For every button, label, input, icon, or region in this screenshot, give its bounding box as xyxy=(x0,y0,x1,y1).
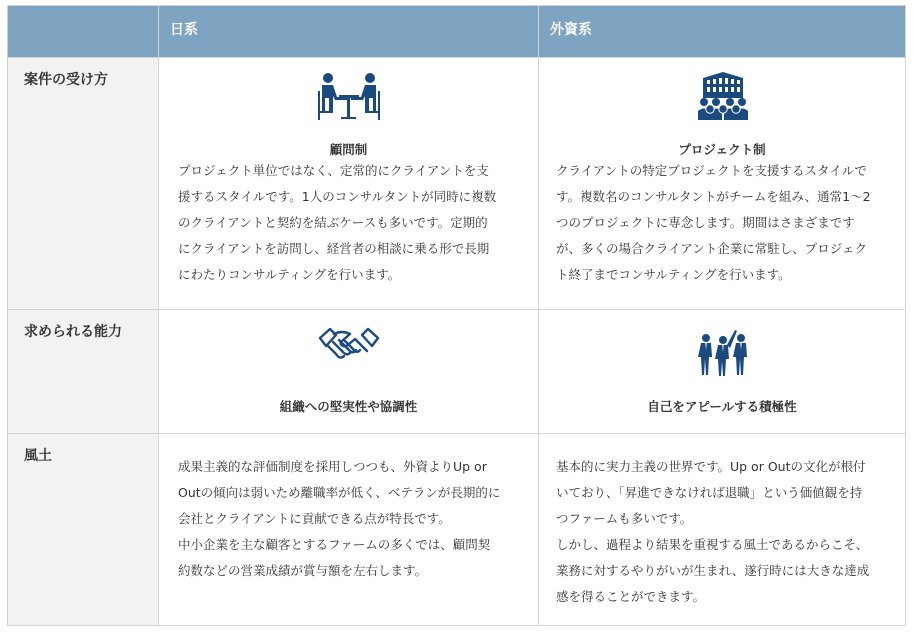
row-label: 求められる能力 xyxy=(24,324,122,340)
text-line: 成果主義的な評価制度を採用しつつも、外資よりUp or xyxy=(178,459,487,474)
row-label: 風土 xyxy=(24,448,52,464)
text-line: いており、「昇進できなければ退職」という価値観を持 xyxy=(556,485,863,500)
text-line: 基本的に実力主義の世界です。Up or Outの文化が根付 xyxy=(556,459,866,474)
text-line: 約数などの営業成績が賞与額を左右します。 xyxy=(178,563,428,578)
cell-case-japanese xyxy=(159,58,538,309)
header-empty-cell xyxy=(8,6,158,57)
header-japanese-label: 日系 xyxy=(170,22,198,38)
text-line: 援するスタイルです。1人のコンサルタントが同時に複数 xyxy=(178,189,497,204)
text-line: が、多くの場合クライアント企業に常駐し、プロジェク xyxy=(556,241,868,256)
team-building-icon xyxy=(697,72,749,120)
cell-text xyxy=(556,158,871,288)
text-line: つファームも多いです。 xyxy=(556,511,693,526)
cell-culture-japanese xyxy=(159,434,538,625)
text-line: しかし、過程より結果を重視する風土であるからこそ、 xyxy=(556,537,869,552)
row-header-culture xyxy=(8,433,158,625)
text-line: つのプロジェクトに専念します。期間はさまざまです xyxy=(556,215,855,230)
cell-skills-foreign xyxy=(539,310,905,433)
text-line: す。複数名のコンサルタントがチームを組み、通常1〜2 xyxy=(556,189,871,204)
header-japanese xyxy=(158,6,538,57)
cell-title: 自己をアピールする積極性 xyxy=(647,399,797,414)
text-line: のクライアントと契約を結ぶケースも多いです。定期的 xyxy=(178,215,488,230)
text-line: クライアントの特定プロジェクトを支援するスタイルで xyxy=(556,163,867,178)
cell-title: プロジェクト制 xyxy=(678,142,766,157)
cell-culture-foreign xyxy=(539,434,905,625)
text-line: 感を得ることができます。 xyxy=(556,589,706,604)
cell-title: 組織への堅実性や協調性 xyxy=(279,399,418,414)
handshake-icon xyxy=(318,326,380,366)
cell-title: 顧問制 xyxy=(329,142,368,157)
header-foreign-label: 外資系 xyxy=(550,22,592,38)
text-line: 業務に対するやりがいが生まれ、遂行時には大きな達成 xyxy=(556,563,870,578)
text-line: 会社とクライアントに貢献できる点が特長です。 xyxy=(178,511,451,526)
row-label: 案件の受け方 xyxy=(24,72,108,88)
cell-text xyxy=(178,454,500,584)
cell-case-foreign xyxy=(539,58,905,309)
meeting-icon xyxy=(317,71,381,121)
header-foreign xyxy=(538,6,905,57)
cell-skills-japanese xyxy=(159,310,538,433)
text-line: ト終了までコンサルティングを行います。 xyxy=(556,267,791,282)
text-line: にクライアントを訪問し、経営者の相談に乗る形で長期 xyxy=(178,241,490,256)
raised-hand-business-people-icon xyxy=(698,330,750,376)
text-line: Outの傾向は弱いため離職率が低く、ベテランが長期的に xyxy=(178,485,501,500)
row-header-case-acceptance xyxy=(8,57,158,309)
cell-text xyxy=(178,158,496,288)
comparison-table xyxy=(7,5,906,626)
text-line: にわたりコンサルティングを行います。 xyxy=(178,267,401,282)
cell-text xyxy=(556,454,869,610)
text-line: プロジェクト単位ではなく、定常的にクライアントを支 xyxy=(178,163,489,178)
text-line: 中小企業を主な顧客とするファームの多くでは、顧問契 xyxy=(178,537,491,552)
row-header-required-skills xyxy=(8,309,158,433)
